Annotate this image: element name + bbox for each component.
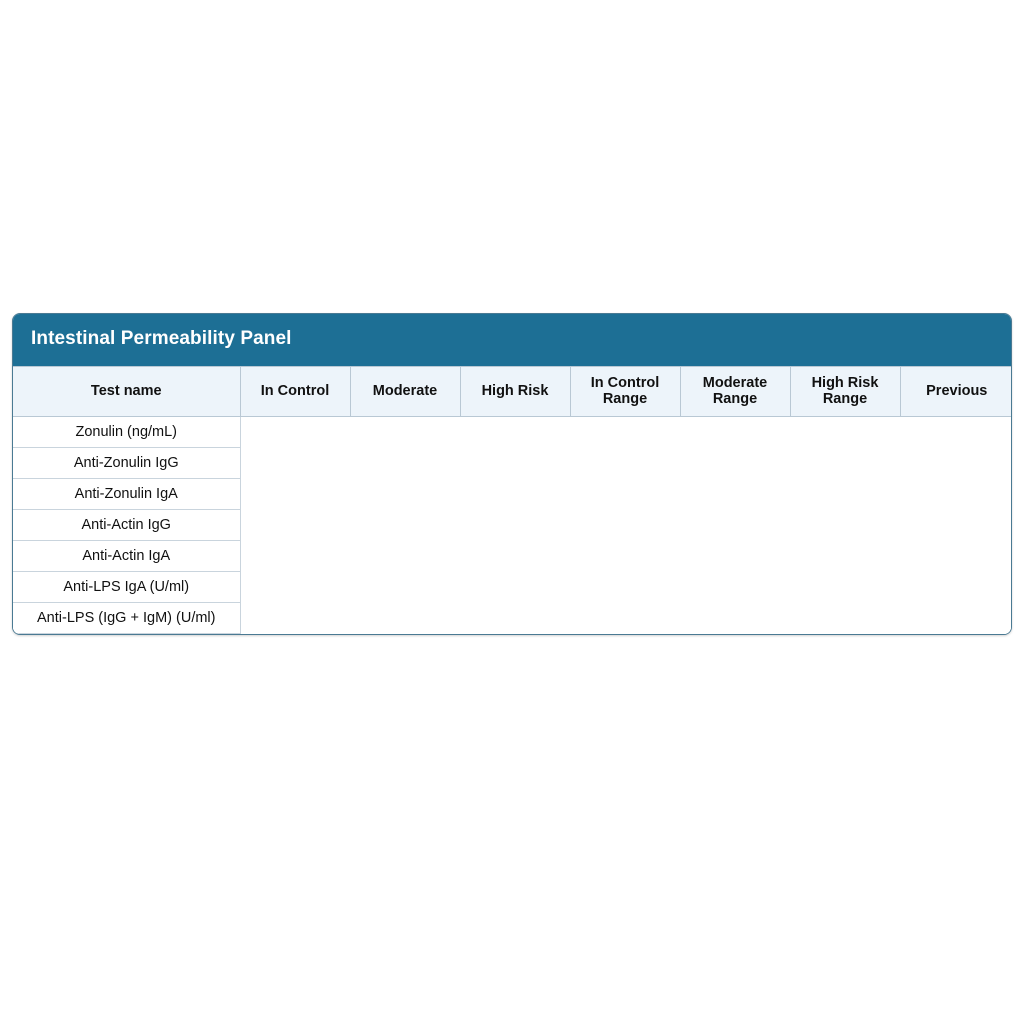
- cell-values: [240, 448, 1012, 479]
- cell-values: [240, 541, 1012, 572]
- table-row: [13, 541, 1012, 572]
- table-row: [13, 603, 1012, 634]
- cell-test-name: Anti-Zonulin IgG: [13, 448, 240, 479]
- table-header-row: [13, 366, 1012, 416]
- results-table: [13, 366, 1012, 634]
- cell-test-name: Anti-Zonulin IgA: [13, 479, 240, 510]
- column-header-moderate: Moderate: [350, 366, 460, 416]
- cell-test-name: Anti-LPS IgA (U/ml): [13, 572, 240, 603]
- table-body: [13, 417, 1012, 634]
- column-header-high-risk-range: High Risk Range: [790, 366, 900, 416]
- cell-test-name: Anti-Actin IgA: [13, 541, 240, 572]
- cell-values: [240, 510, 1012, 541]
- column-header-test-name: Test name: [13, 366, 240, 416]
- panel-header: [13, 314, 1011, 366]
- column-header-previous: Previous: [900, 366, 1012, 416]
- column-header-in-control-range: In Control Range: [570, 366, 680, 416]
- cell-values: [240, 417, 1012, 448]
- table-row: [13, 417, 1012, 448]
- cell-test-name: Anti-Actin IgG: [13, 510, 240, 541]
- cell-test-name: Anti-LPS (IgG + IgM) (U/ml): [13, 603, 240, 634]
- table-row: [13, 448, 1012, 479]
- table-row: [13, 572, 1012, 603]
- column-header-high-risk: High Risk: [460, 366, 570, 416]
- table-row: [13, 510, 1012, 541]
- cell-test-name: Zonulin (ng/mL): [13, 417, 240, 448]
- cell-values: [240, 603, 1012, 634]
- cell-values: [240, 572, 1012, 603]
- column-header-in-control: In Control: [240, 366, 350, 416]
- intestinal-permeability-panel: [12, 313, 1012, 635]
- column-header-moderate-range: Moderate Range: [680, 366, 790, 416]
- table-row: [13, 479, 1012, 510]
- cell-values: [240, 479, 1012, 510]
- panel-title: Intestinal Permeability Panel: [31, 328, 292, 349]
